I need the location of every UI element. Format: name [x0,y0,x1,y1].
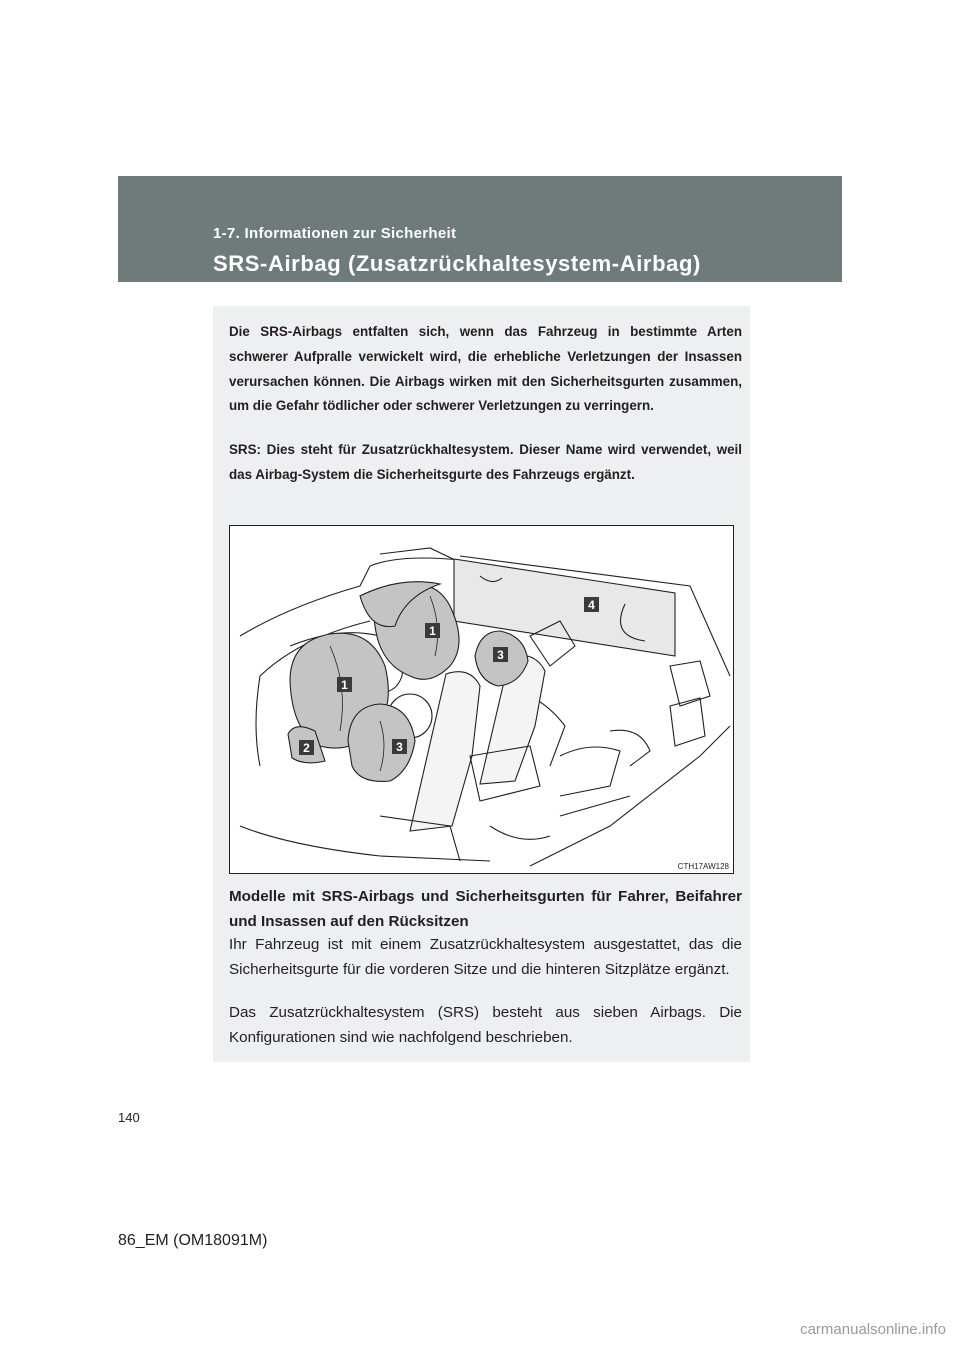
document-code: 86_EM (OM18091M) [118,1232,268,1249]
callout-2-label: 2 [303,741,310,755]
section-label: 1-7. Informationen zur Sicherheit [213,225,457,242]
watermark: carmanualsonline.info [800,1321,946,1338]
callout-3-upper-label: 3 [497,648,504,662]
callout-1-upper-label: 1 [429,624,436,638]
section-body-2: Das Zusatzrückhaltesystem (SRS) besteht aus sieben Airbags. Die Konfigurationen sind wie nachfolgend beschrieben. [229,1004,742,1046]
callout-4-label: 4 [588,598,595,612]
page-title: SRS-Airbag (Zusatzrückhaltesystem-Airbag) [213,251,701,276]
intro-paragraph-2: SRS: Dies steht für Zusatzrückhaltesystem. Dieser Name wird verwendet, weil das Airbag-System die Sicherheitsgurte des Fahrzeugs ergänzt. [229,442,742,482]
intro-paragraph-1: Die SRS-Airbags entfalten sich, wenn das Fahrzeug in bestimmte Arten schwerer Aufpralle verwickelt wird, die erhebliche Verletzungen der Insassen verursachen können. Die Airbags wirken mit den Sicherheitsgurten zusammen, um die Gefahr tödlicher oder schwerer Verletzungen zu verringern. [229,324,742,414]
figure-code: CTH17AW128 [677,862,729,871]
section-body-1: Ihr Fahrzeug ist mit einem Zusatzrückhaltesystem ausgestattet, das die Sicherheitsgurte für die vorderen Sitze und die hinteren Sitzplätze ergänzt. [229,936,742,978]
callout-1-lower-label: 1 [341,678,348,692]
page-number: 140 [118,1110,140,1125]
section-heading: Modelle mit SRS-Airbags und Sicherheitsgurten für Fahrer, Beifahrer und Insassen auf den Rücksitzen [229,888,742,930]
airbag-illustration [229,525,734,874]
callout-3-lower-label: 3 [396,740,403,754]
